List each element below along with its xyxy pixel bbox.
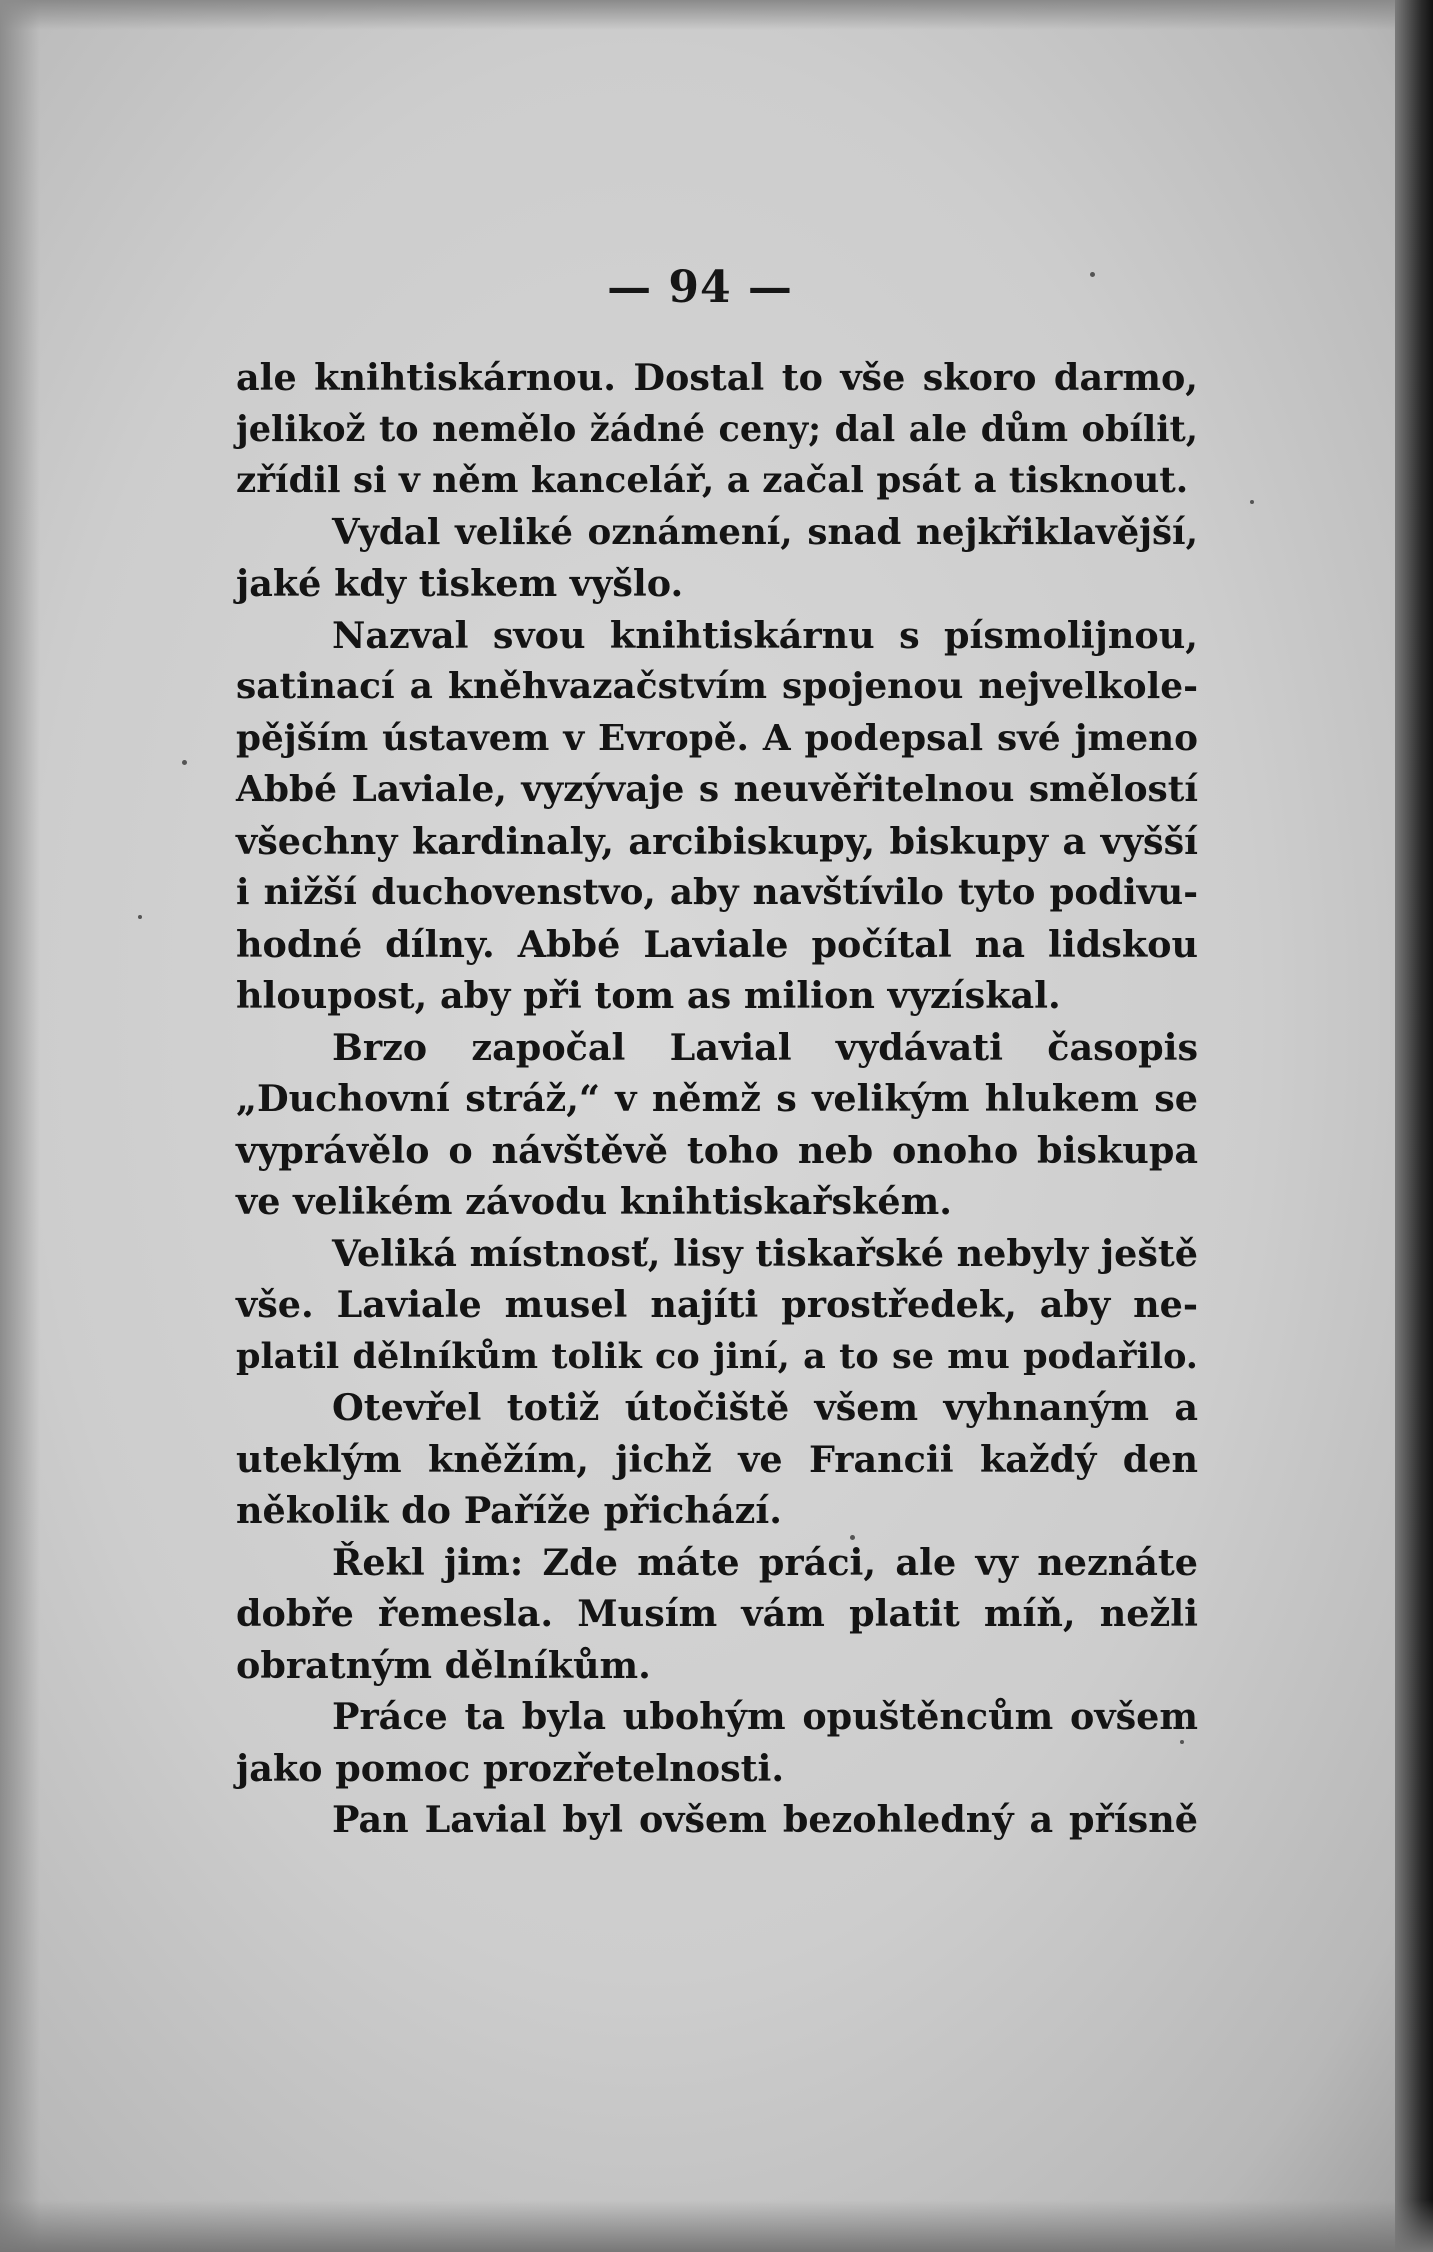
paper-speck (182, 760, 187, 765)
page-shadow-top (0, 0, 1433, 30)
text-line: všechny kardinaly, arcibiskupy, biskupy a vyšší (236, 819, 1198, 863)
paper-speck (1250, 500, 1254, 504)
text-line: jaké kdy tiskem vyšlo. (236, 562, 684, 605)
text-line: Abbé Laviale, vyzývaje s neuvěřitelnou smělostí (236, 768, 1198, 810)
text-line: platil dělníkům tolik co jiní, a to se mu podařilo. (236, 1335, 1198, 1377)
text-line: satinací a kněhvazačstvím spojenou nejvelkole- (236, 665, 1198, 707)
text-line: několik do Paříže přichází. (236, 1489, 782, 1532)
text-line: Veliká místnosť, lisy tiskařské nebyly ještě (332, 1231, 1198, 1275)
page-number: — 94 — (607, 262, 793, 313)
text-line: Otevřel totiž útočiště všem vyhnaným a (332, 1386, 1198, 1429)
text-line: jako pomoc prozřetelnosti. (236, 1746, 785, 1790)
text-line: dobře řemesla. Musím vám platit míň, nežli (236, 1592, 1198, 1635)
text-line: „Duchovní stráž,“ v němž s velikým hlukem se (236, 1077, 1198, 1120)
text-line: pějším ústavem v Evropě. A podepsal své jmeno (236, 716, 1198, 759)
text-line: obratným dělníkům. (236, 1643, 651, 1687)
page-shadow-left (0, 0, 40, 2252)
page-shadow-bottom (0, 2200, 1433, 2252)
text-line: zřídil si v něm kancelář, a začal psát a tisknout. (236, 460, 1189, 501)
text-line: hloupost, aby při tom as milion vyzískal. (236, 974, 1061, 1017)
paper-speck (1090, 272, 1095, 277)
text-line: Řekl jim: Zde máte práci, ale vy neznáte (332, 1540, 1198, 1584)
paper-speck (138, 915, 142, 919)
body-text (236, 352, 1198, 1846)
text-line: vše. Laviale musel najíti prostředek, aby ne- (236, 1283, 1198, 1326)
text-line: Brzo započal Lavial vydávati časopis (332, 1025, 1198, 1069)
text-line: Pan Lavial byl ovšem bezohledný a přísně (332, 1798, 1198, 1841)
text-line: hodné dílny. Abbé Laviale počítal na lidskou (236, 922, 1198, 966)
text-line: Práce ta byla ubohým opuštěncům ovšem (332, 1695, 1198, 1738)
text-line: ale knihtiskárnou. Dostal to vše skoro darmo, (236, 356, 1198, 399)
text-line: Vydal veliké oznámení, snad nejkřiklavější, (332, 511, 1198, 553)
text-line: ve velikém závodu knihtiskařském. (236, 1180, 952, 1223)
text-line: uteklým kněžím, jichž ve Francii každý den (236, 1437, 1198, 1481)
text-line: vyprávělo o návštěvě toho neb onoho biskupa (236, 1128, 1198, 1172)
text-line: i nižší duchovenstvo, aby navštívilo tyto podivu- (236, 872, 1198, 913)
text-line: jelikož to nemělo žádné ceny; dal ale dům obílit, (236, 408, 1198, 450)
text-line: Nazval svou knihtiskárnu s písmolijnou, (332, 613, 1198, 657)
book-spine-edge (1395, 0, 1433, 2252)
